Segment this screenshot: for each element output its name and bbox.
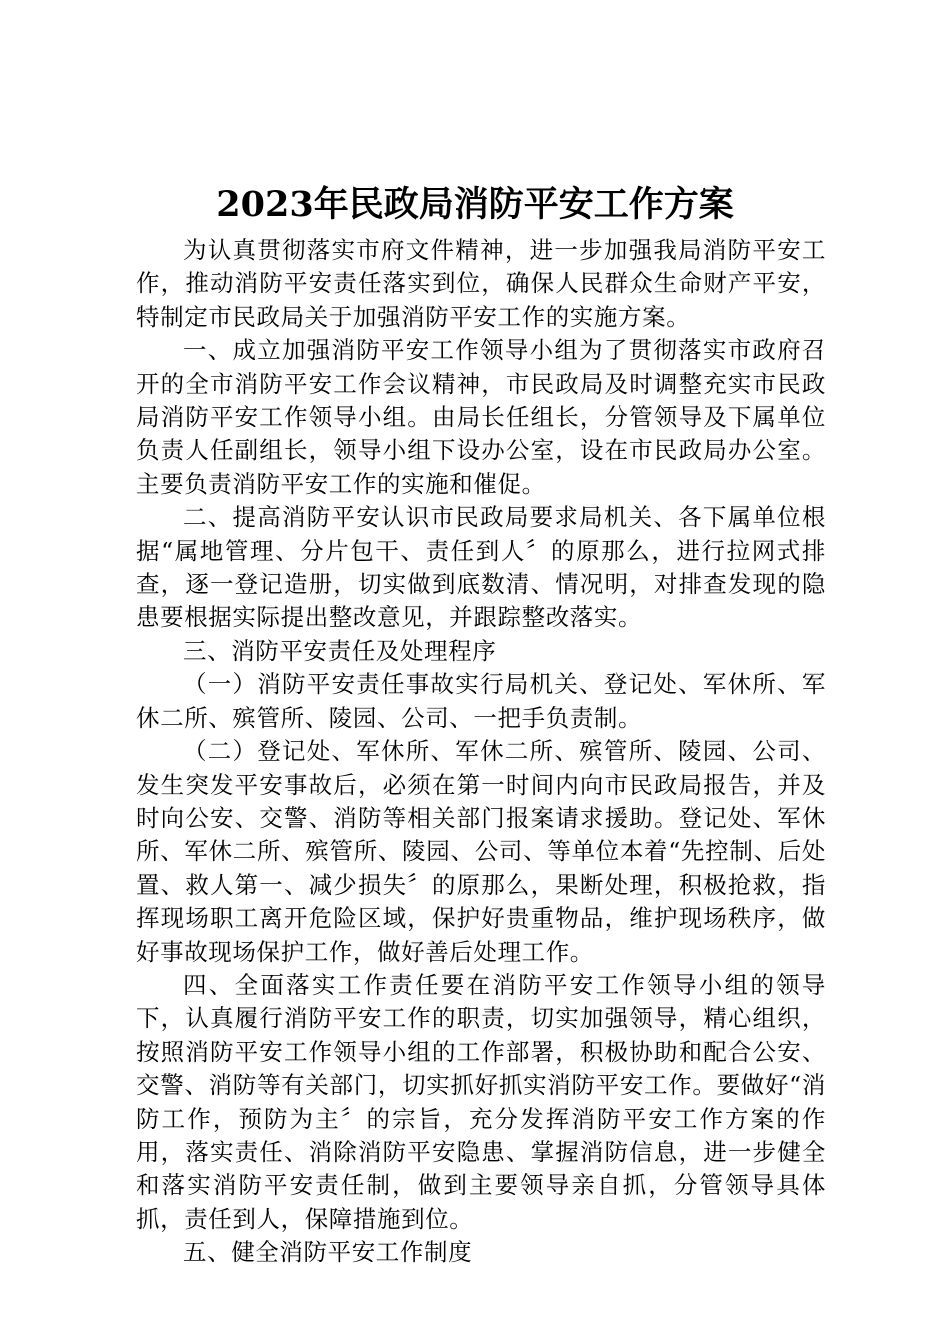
paragraph-section-3-item-2: （二）登记处、军休所、军休二所、殡管所、陵园、公司、发生突发平安事故后，必须在第一时间内向市民政局报告，并及时向公安、交警、消防等相关部门报案请求援助。登记处、军休所、军休二所、殡管所、陵园、公司、等单位本着“先控制、后处置、救人第一、减少损失〞的原那么，果断处理，积极抢救，指挥现场职工离开危险区域，保护好贵重物品，维护现场秩序，做好事故现场保护工作，做好善后处理工作。 (136, 737, 826, 966)
paragraph-intro: 为认真贯彻落实市府文件精神，进一步加强我局消防平安工作，推动消防平安责任落实到位，确保人民群众生命财产平安，特制定市民政局关于加强消防平安工作的实施方案。 (136, 236, 826, 331)
paragraph-section-1: 一、成立加强消防平安工作领导小组为了贯彻落实市政府召开的全市消防平安工作会议精神，市民政局及时调整充实市民政局消防平安工作领导小组。由局长任组长，分管领导及下属单位负责人任副组长，领导小组下设办公室，设在市民政局办公室。主要负责消防平安工作的实施和催促。 (136, 336, 826, 498)
paragraph-section-3-heading: 三、消防平安责任及处理程序 (183, 636, 497, 665)
paragraph-section-4: 四、全面落实工作责任要在消防平安工作领导小组的领导下，认真履行消防平安工作的职责，切实加强领导，精心组织，按照消防平安工作领导小组的工作部署，积极协助和配合公安、交警、消防等有关部门，切实抓好抓实消防平安工作。要做好“消防工作，预防为主〞的宗旨，充分发挥消防平安工作方案的作用，落实责任、消除消防平安隐患、掌握消防信息，进一步健全和落实消防平安责任制，做到主要领导亲自抓，分管领导具体抓，责任到人，保障措施到位。 (136, 970, 826, 1233)
paragraph-section-5-heading: 五、健全消防平安工作制度 (183, 1238, 473, 1267)
paragraph-section-2: 二、提高消防平安认识市民政局要求局机关、各下属单位根据“属地管理、分片包干、责任到人〞的原那么，进行拉网式排查，逐一登记造册，切实做到底数清、情况明，对排查发现的隐患要根据实际提出整改意见，并跟踪整改落实。 (136, 503, 826, 632)
paragraph-section-3-item-1: （一）消防平安责任事故实行局机关、登记处、军休所、军休二所、殡管所、陵园、公司、一把手负责制。 (136, 670, 826, 732)
document-body (136, 234, 826, 1270)
document-title: 2023年民政局消防平安工作方案 (216, 184, 734, 225)
